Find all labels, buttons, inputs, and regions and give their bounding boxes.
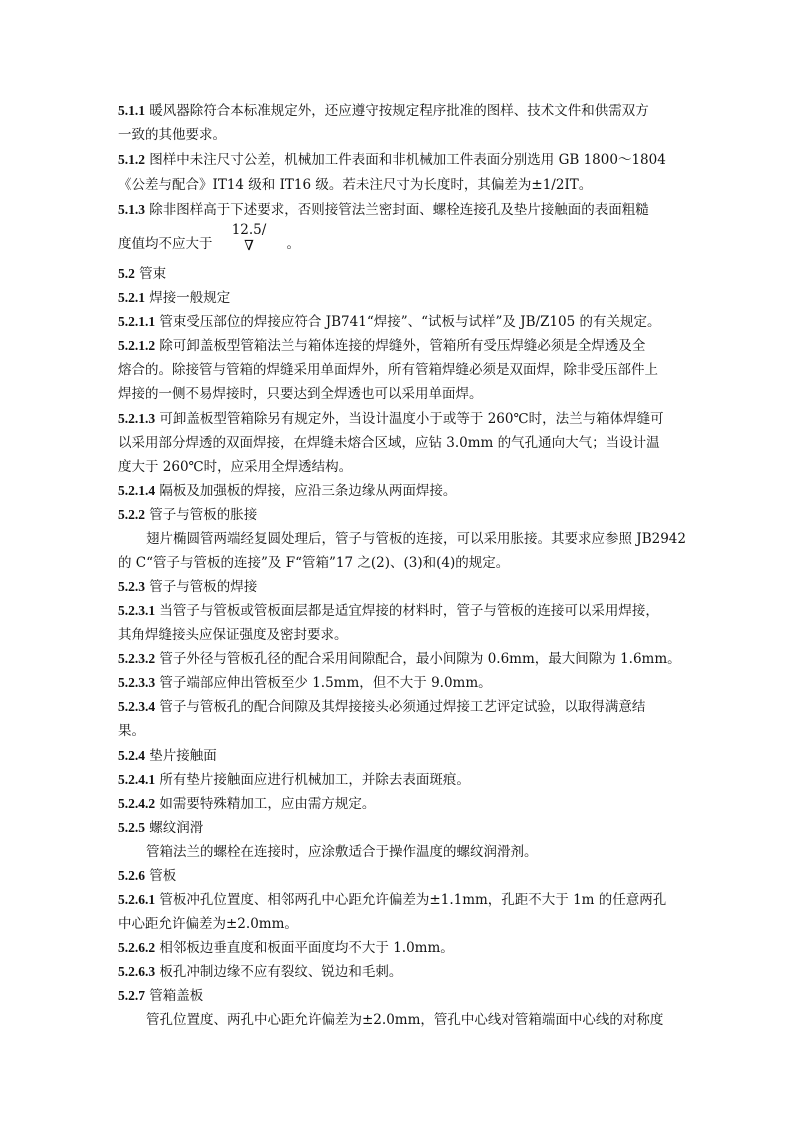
clause-text: 果。	[118, 723, 145, 739]
section-title: 管子与管板的胀接	[149, 507, 258, 523]
clause-number: 5.2.2	[118, 507, 145, 522]
clause-number: 5.2.3.2	[118, 651, 156, 666]
clause-number: 5.2.4.2	[118, 796, 156, 811]
section-title: 管箱盖板	[149, 988, 204, 1004]
clause-text: 度大于 260℃时，应采用全焊透结构。	[118, 459, 353, 475]
clause-text: 板孔冲制边缘不应有裂纹、锐边和毛刺。	[159, 964, 403, 980]
clause-text: 管子外径与管板孔径的配合采用间隙配合，最小间隙为 0.6mm，最大间隙为 1.6mm。	[159, 651, 681, 667]
paragraph-line	[146, 841, 686, 863]
text-line	[118, 124, 688, 146]
section-title: 焊接一般规定	[149, 290, 231, 306]
clause-text: 管子端部应伸出管板至少 1.5mm，但不大于 9.0mm。	[159, 675, 492, 691]
clause-text: 的 C“管子与管板的连接”及 F“管箱”17 之(2)、(3)和(4)的规定。	[118, 555, 510, 571]
clause-5-2-6	[118, 865, 688, 887]
clause-text: 一致的其他要求。	[118, 127, 226, 143]
clause-number: 5.2.3.4	[118, 699, 156, 714]
clause-text: 管板冲孔位置度、相邻两孔中心距允许偏差为±1.1mm，孔距不大于 1m 的任意两孔	[159, 892, 667, 908]
clause-5-2-6-1	[118, 889, 688, 911]
section-title: 垫片接触面	[149, 748, 217, 764]
clause-text: 可卸盖板型管箱除另有规定外，当设计温度小于或等于 260℃时，法兰与箱体焊缝可	[159, 411, 664, 427]
clause-5-2-1	[118, 287, 688, 309]
clause-text: 图样中未注尺寸公差，机械加工件表面和非机械加工件表面分别选用 GB 1800～1804	[149, 152, 666, 168]
text-line	[118, 456, 688, 478]
clause-5-2-2	[118, 504, 688, 526]
clause-number: 5.2.1.2	[118, 338, 156, 353]
clause-number: 5.2.6.1	[118, 892, 156, 907]
clause-text-tail: 。	[286, 236, 300, 252]
clause-number: 5.2	[118, 266, 135, 281]
section-title: 管子与管板的焊接	[149, 579, 258, 595]
roughness-triangle-icon: ∇	[244, 238, 254, 254]
text-line	[118, 432, 688, 454]
clause-5-1-3	[118, 199, 688, 221]
text-line	[118, 383, 688, 405]
clause-5-2-3-1	[118, 600, 688, 622]
clause-text: 相邻板边垂直度和板面平面度均不大于 1.0mm。	[159, 940, 454, 956]
clause-text: 隔板及加强板的焊接，应沿三条边缘从两面焊接。	[159, 483, 457, 499]
clause-number: 5.2.1	[118, 290, 145, 305]
clause-text: 暖风器除符合本标准规定外，还应遵守按规定程序批准的图样、技术文件和供需双方	[149, 103, 649, 119]
text-line	[118, 359, 688, 381]
clause-text: 管子与管板孔的配合间隙及其焊接接头必须通过焊接工艺评定试验，以取得满意结	[159, 699, 646, 715]
clause-number: 5.1.3	[118, 202, 145, 217]
clause-text: 中心距允许偏差为±2.0mm。	[118, 916, 298, 932]
clause-text: 《公差与配合》IT14 级和 IT16 级。若未注尺寸为长度时，其偏差为±1/2IT。	[118, 177, 593, 193]
clause-5-2-1-3	[118, 408, 688, 430]
clause-text: 管箱法兰的螺栓在连接时，应涂敷适合于操作温度的螺纹润滑剂。	[146, 844, 538, 860]
clause-number: 5.2.1.4	[118, 483, 156, 498]
clause-5-2-3-3	[118, 672, 688, 694]
clause-5-1-1	[118, 100, 688, 122]
clause-5-2-1-2	[118, 335, 688, 357]
text-line	[118, 552, 688, 574]
clause-text: 除可卸盖板型管箱法兰与箱体连接的焊缝外，管箱所有受压焊缝必须是全焊透及全	[159, 338, 646, 354]
clause-5-2-3-2	[118, 648, 688, 670]
section-title: 螺纹润滑	[149, 820, 204, 836]
clause-text: 如需要特殊精加工，应由需方规定。	[159, 796, 376, 812]
clause-text: 焊接的一侧不易焊接时，只要达到全焊透也可以采用单面焊。	[118, 386, 483, 402]
clause-text: 以采用部分焊透的双面焊接，在焊缝未熔合区域，应钻 3.0mm 的气孔通向大气；当设计温	[118, 435, 660, 451]
clause-5-2-4-2	[118, 793, 688, 815]
clause-number: 5.2.3	[118, 579, 145, 594]
clause-text: 当管子与管板或管板面层都是适宜焊接的材料时，管子与管板的连接可以采用焊接，	[159, 603, 659, 619]
clause-5-2-1-1	[118, 311, 688, 333]
clause-number: 5.2.3.3	[118, 675, 156, 690]
clause-5-2-6-2	[118, 937, 688, 959]
clause-5-2-5	[118, 817, 688, 839]
clause-number: 5.2.6.2	[118, 940, 156, 955]
section-title: 管束	[139, 266, 167, 282]
paragraph-line	[146, 1009, 686, 1031]
clause-5-2-1-4	[118, 480, 688, 502]
clause-text: 其角焊缝接头应保证强度及密封要求。	[118, 627, 348, 643]
clause-text: 度值均不应大于	[118, 236, 213, 252]
clause-text: 管孔位置度、两孔中心距允许偏差为±2.0mm，管孔中心线对管箱端面中心线的对称度	[146, 1012, 664, 1028]
clause-number: 5.2.7	[118, 988, 145, 1003]
section-title: 管板	[149, 868, 177, 884]
clause-text: 除非图样高于下述要求，否则接管法兰密封面、螺栓连接孔及垫片接触面的表面粗糙	[149, 202, 649, 218]
clause-5-2-7	[118, 985, 688, 1007]
text-line	[118, 720, 688, 742]
clause-number: 5.1.1	[118, 103, 145, 118]
clause-number: 5.2.6.3	[118, 964, 156, 979]
clause-text: 翅片椭圆管两端经复圆处理后，管子与管板的连接，可以采用胀接。其要求应参照 JB2942	[146, 531, 686, 547]
paragraph-line	[146, 528, 686, 550]
clause-text: 熔合的。除接管与管箱的焊缝采用单面焊外，所有管箱焊缝必须是双面焊，除非受压部件上	[118, 362, 658, 378]
clause-number: 5.2.3.1	[118, 603, 156, 618]
clause-number: 5.2.1.1	[118, 314, 156, 329]
clause-5-2-3-4	[118, 696, 688, 718]
clause-5-2-6-3	[118, 961, 688, 983]
clause-5-2-4-1	[118, 769, 688, 791]
text-line	[118, 233, 688, 255]
text-line	[118, 913, 688, 935]
clause-5-2-3	[118, 576, 688, 598]
clause-number: 5.2.4	[118, 748, 145, 763]
clause-number: 5.2.4.1	[118, 772, 156, 787]
clause-5-2-4	[118, 745, 688, 767]
clause-number: 5.2.6	[118, 868, 145, 883]
clause-number: 5.2.5	[118, 820, 145, 835]
clause-number: 5.1.2	[118, 152, 145, 167]
text-line	[118, 624, 688, 646]
section-5-2	[118, 263, 688, 285]
text-line	[118, 174, 688, 196]
roughness-value: 12.5/	[231, 222, 267, 238]
clause-text: 所有垫片接触面应进行机械加工，并除去表面斑痕。	[159, 772, 470, 788]
clause-text: 管束受压部位的焊接应符合 JB741“焊接”、“试板与试样”及 JB/Z105 的有关规定。	[159, 314, 661, 330]
clause-5-1-2	[118, 149, 688, 171]
clause-number: 5.2.1.3	[118, 411, 156, 426]
